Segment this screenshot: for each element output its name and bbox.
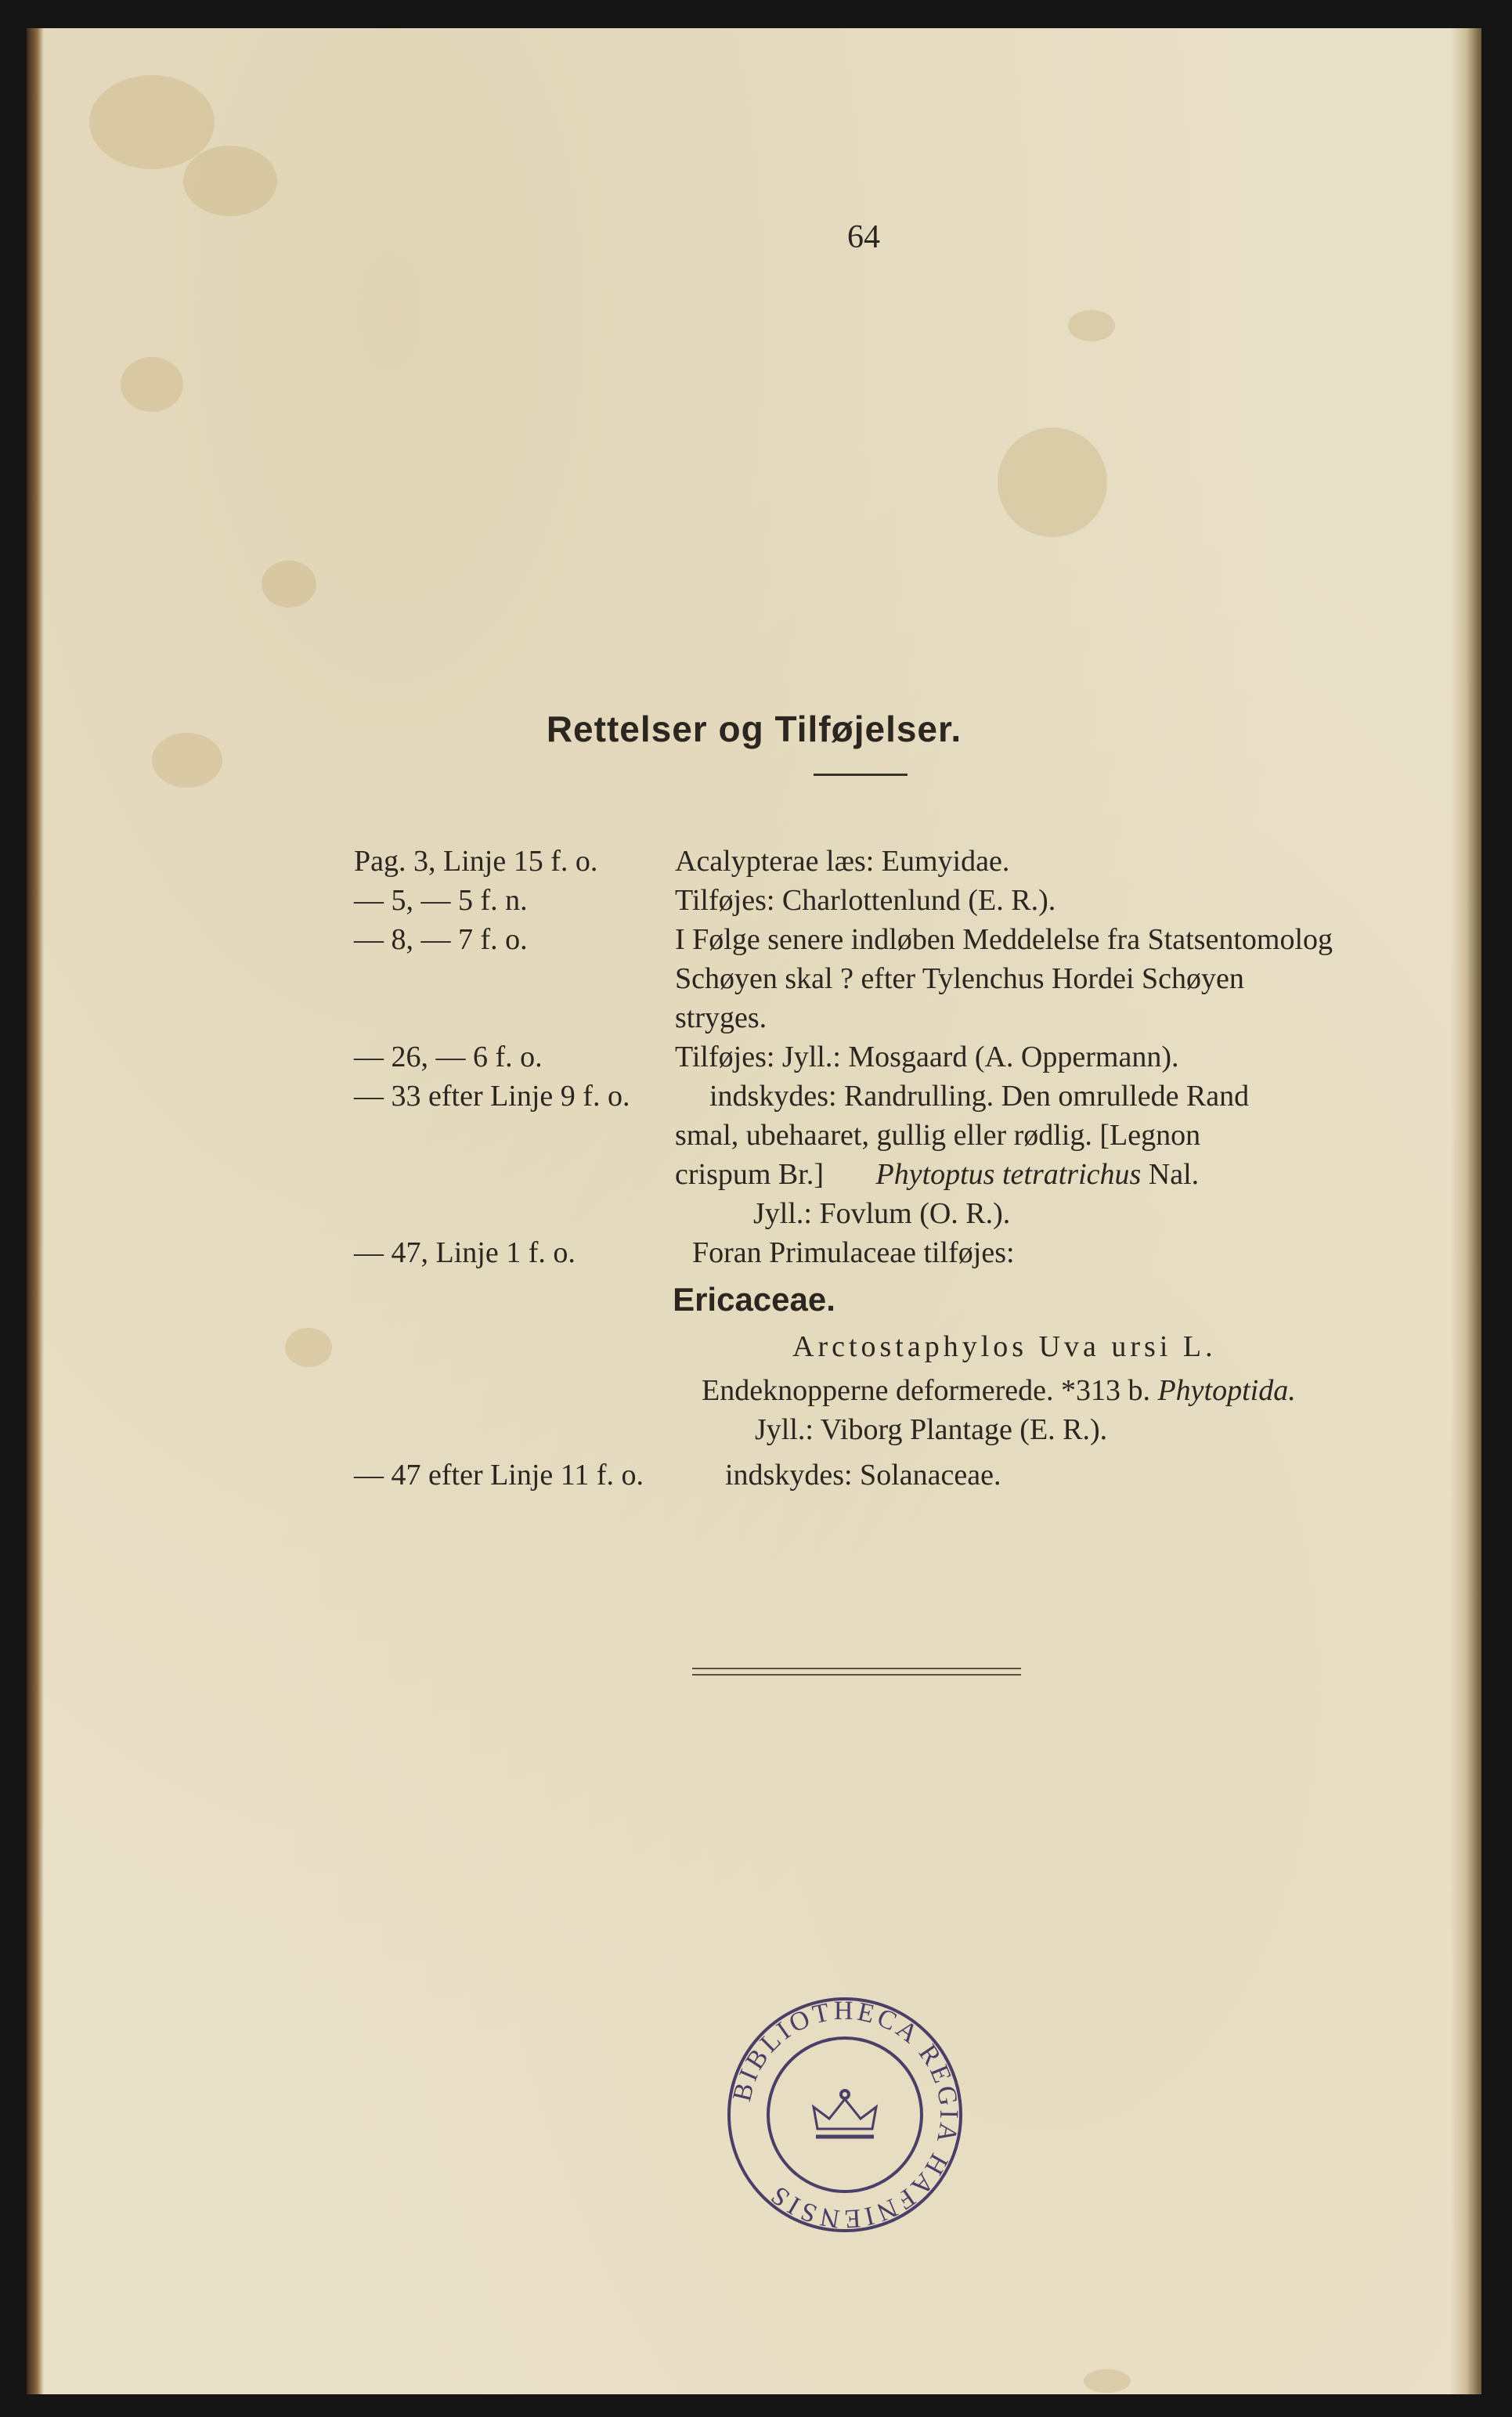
- crown-icon: [814, 2091, 876, 2137]
- page-left-edge: [27, 28, 44, 2394]
- erratum-ref: Pag. 3, Linje 15 f. o.: [354, 845, 598, 878]
- erratum-text: indskydes: Randrulling. Den omrullede Rand: [709, 1080, 1250, 1113]
- title-divider: [814, 774, 908, 776]
- family-heading: Ericaceae.: [673, 1281, 835, 1318]
- erratum-text: Schøyen skal ? efter Tylenchus Hordei Schøyen: [675, 962, 1244, 995]
- erratum-text: Jyll.: Fovlum (O. R.).: [753, 1197, 1011, 1230]
- erratum-text-plain: crispum Br.]: [675, 1158, 824, 1191]
- document-page: [27, 28, 1481, 2394]
- erratum-text: indskydes: Solanaceae.: [725, 1459, 1001, 1492]
- foxing-spot: [998, 427, 1107, 537]
- erratum-text: Foran Primulaceae tilføjes:: [692, 1236, 1015, 1269]
- page-title: Rettelser og Tilføjelser.: [546, 709, 962, 749]
- species-description: [702, 1373, 1296, 1408]
- erratum-ref: — 8, — 7 f. o.: [354, 923, 528, 956]
- erratum-text: [675, 1157, 1199, 1192]
- stamp-text: BIBLIOTHECA REGIA HAFNIENSIS: [727, 1996, 964, 2234]
- foxing-spot: [285, 1328, 332, 1367]
- library-stamp: [720, 1990, 970, 2240]
- species-italic: Phytoptida.: [1157, 1374, 1296, 1407]
- foxing-spot: [121, 357, 183, 412]
- page-number: 64: [847, 219, 880, 255]
- stamp-inner-ring: [768, 2038, 922, 2192]
- erratum-text: stryges.: [675, 1001, 767, 1034]
- end-rule: [692, 1674, 1021, 1676]
- foxing-spot: [262, 561, 316, 608]
- page-right-edge: [1450, 28, 1481, 2394]
- foxing-spot: [183, 146, 277, 216]
- foxing-spot: [1084, 2369, 1131, 2393]
- foxing-spot: [89, 75, 215, 169]
- description-text: Endeknopperne deformerede. *313 b.: [702, 1374, 1150, 1407]
- species-italic: Phytoptus tetratrichus: [875, 1158, 1142, 1191]
- erratum-text: Acalypterae læs: Eumyidae.: [675, 845, 1010, 878]
- end-rule: [692, 1668, 1021, 1669]
- erratum-text: Tilføjes: Charlottenlund (E. R.).: [675, 884, 1056, 917]
- authority: Nal.: [1148, 1158, 1200, 1191]
- erratum-text: I Følge senere indløben Meddelelse fra Statsentomolog: [675, 923, 1333, 956]
- foxing-spot: [1068, 310, 1115, 341]
- erratum-ref: — 33 efter Linje 9 f. o.: [354, 1080, 630, 1113]
- erratum-ref: — 47, Linje 1 f. o.: [354, 1236, 576, 1269]
- erratum-text: smal, ubehaaret, gullig eller rødlig. [Legnon: [675, 1119, 1201, 1152]
- erratum-ref: — 47 efter Linje 11 f. o.: [354, 1459, 644, 1492]
- species-locality: Jyll.: Viborg Plantage (E. R.).: [755, 1413, 1108, 1446]
- erratum-ref: — 26, — 6 f. o.: [354, 1041, 543, 1073]
- species-name: Arctostaphylos Uva ursi L.: [792, 1330, 1217, 1363]
- erratum-ref: — 5, — 5 f. n.: [354, 884, 528, 917]
- erratum-text: Tilføjes: Jyll.: Mosgaard (A. Oppermann).: [675, 1041, 1179, 1073]
